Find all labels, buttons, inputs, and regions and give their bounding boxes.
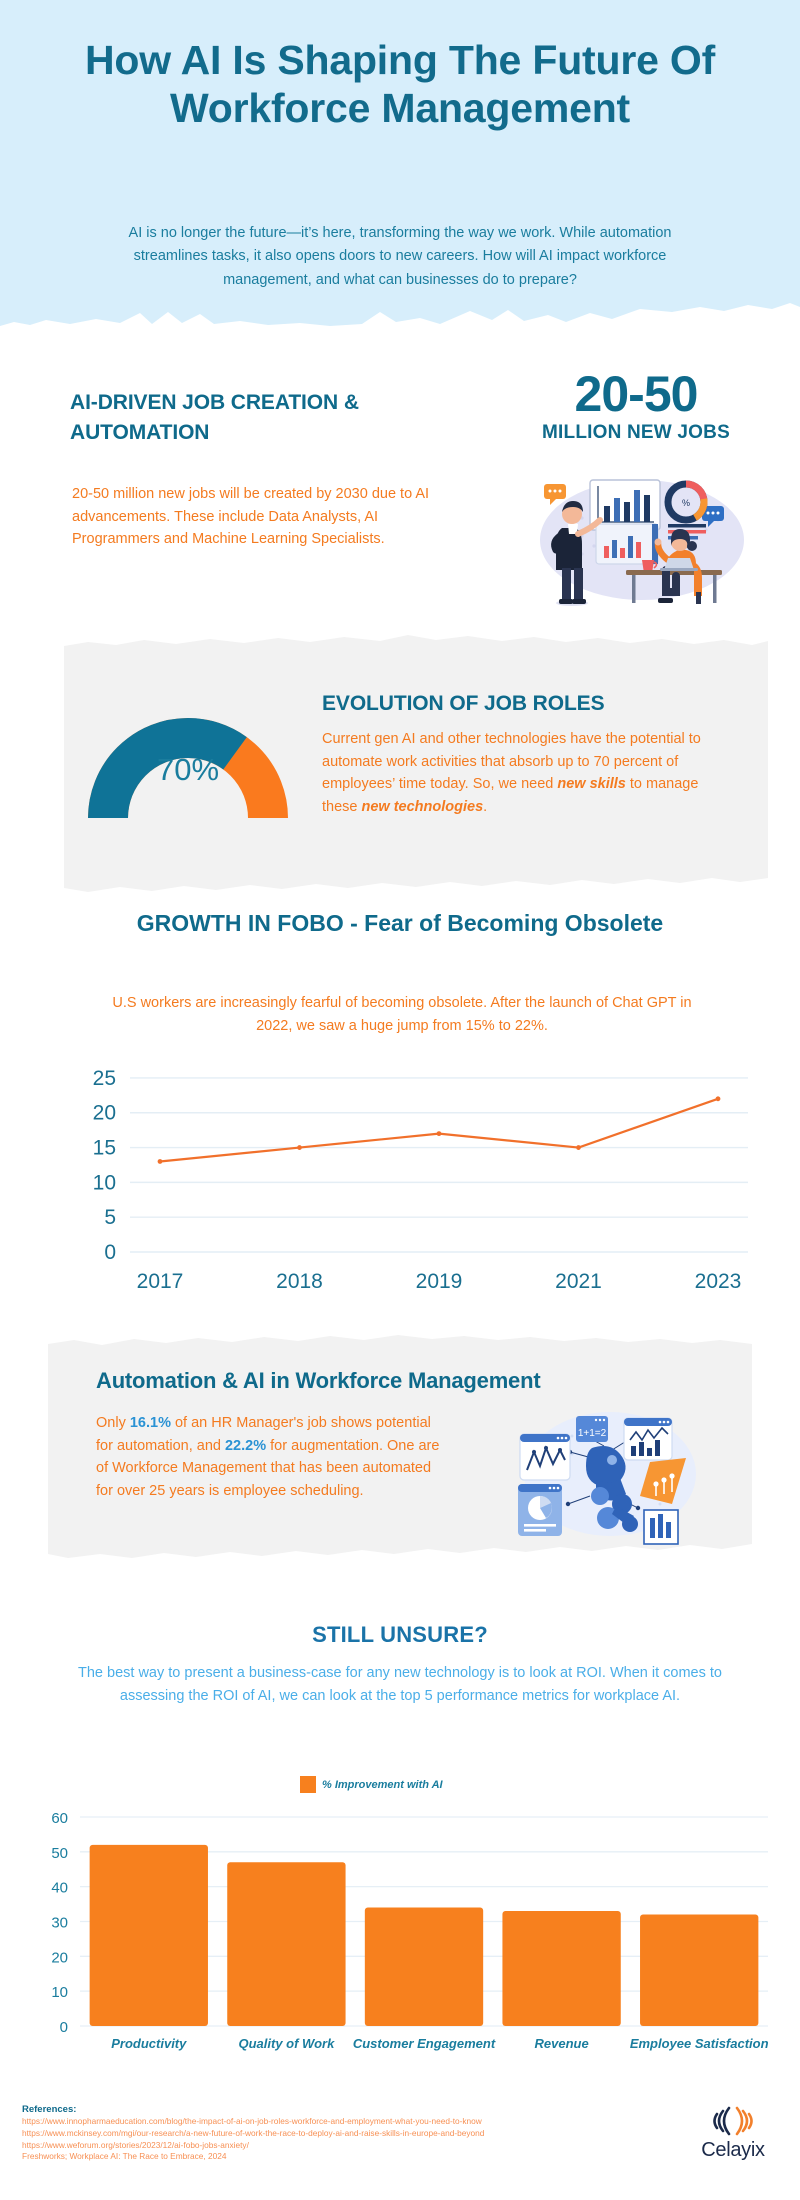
job-creation-body: 20-50 million new jobs will be created by 2030 due to AI advancements. These include Data Analysts, AI Programmers and Machine Learning Specialists.: [72, 486, 430, 548]
references-label: References:: [22, 2104, 77, 2115]
reference-link[interactable]: https://www.mckinsey.com/mgi/our-research/a-new-future-of-work-the-race-to-deploy-ai-and-raise-skills-in-europe-and-beyond: [22, 2127, 485, 2138]
line-chart-gridlines: [130, 1078, 748, 1252]
legend-label: % Improvement with AI: [322, 1778, 443, 1791]
line-chart-y-axis-ticks: [93, 1067, 116, 1264]
new-jobs-stat-value: 20-50: [574, 366, 698, 422]
references-block: [22, 2104, 622, 2163]
svg-text:Customer Engagement: Customer Engagement: [352, 2036, 496, 2051]
svg-text:15: 15: [92, 1136, 116, 1160]
page-subtitle: AI is no longer the future—it’s here, transforming the way we work. While automation streamlines tasks, it also opens doors to new careers. How will AI impact workforce management, and what can businesses do to prepare?: [128, 225, 672, 288]
fobo-line-chart: [48, 1052, 758, 1302]
svg-text:2019: 2019: [415, 1270, 463, 1293]
fobo-trend-line: [160, 1099, 718, 1162]
evolution-emphasis-new-skills: new skills: [557, 776, 626, 793]
brand-block: [678, 2104, 788, 2162]
svg-text:Revenue: Revenue: [534, 2036, 589, 2051]
new-jobs-stat-label: MILLION NEW JOBS: [542, 422, 730, 443]
svg-text:30: 30: [51, 1914, 68, 1932]
line-chart-x-axis-ticks: [137, 1270, 742, 1293]
svg-text:Employee Satisfaction: Employee Satisfaction: [629, 2036, 769, 2051]
bar-chart-x-axis-labels: [111, 2036, 768, 2051]
svg-text:20: 20: [51, 1949, 68, 1967]
fobo-heading: GROWTH IN FOBO - Fear of Becoming Obsolete: [136, 910, 664, 936]
svg-text:2021: 2021: [555, 1270, 602, 1293]
automation-body: [96, 1412, 451, 1502]
gauge-value-label: 70%: [156, 752, 220, 787]
evolution-heading: EVOLUTION OF JOB ROLES: [322, 692, 605, 715]
evolution-body-p1: Current gen AI and other technologies have the potential to automate work activities that absorb up to 70 percent of employees’ time today. So, we need: [322, 731, 701, 793]
roi-bar-chart: [8, 1796, 792, 2072]
legend-color-swatch: [300, 1776, 316, 1793]
svg-text:10: 10: [92, 1171, 116, 1195]
bar-chart-y-axis-ticks: [51, 1810, 68, 2036]
svg-text:Productivity: Productivity: [111, 2036, 187, 2051]
new-jobs-stat: [500, 368, 772, 444]
brand-name: Celayix: [701, 2139, 765, 2161]
automation-body-p1: Only: [96, 1415, 130, 1431]
job-creation-heading: AI-DRIVEN JOB CREATION & AUTOMATION: [70, 391, 359, 444]
svg-text:40: 40: [51, 1879, 68, 1897]
roi-heading: STILL UNSURE?: [312, 1622, 488, 1647]
svg-text:0: 0: [59, 2019, 68, 2036]
bar-chart-legend: [300, 1776, 443, 1793]
evolution-body: [322, 728, 722, 818]
automation-heading: Automation & AI in Workforce Management: [96, 1368, 541, 1393]
svg-text:2023: 2023: [694, 1270, 742, 1293]
business-people-presenting-charts-illustration: [510, 462, 770, 612]
robot-arm-dashboard-illustration: [500, 1400, 715, 1545]
roi-body: The best way to present a business-case for any new technology is to look at ROI. When it comes to assessing the ROI of AI, we can look at the top 5 performance metrics for workplace AI.: [78, 1665, 722, 1705]
automation-body-p2: of an HR Manager's job shows potential for automation, and: [96, 1415, 431, 1454]
svg-text:20: 20: [92, 1101, 116, 1125]
evolution-body-p2: to manage these: [322, 776, 699, 815]
svg-text:10: 10: [51, 1984, 68, 2002]
svg-text:25: 25: [92, 1066, 116, 1090]
reference-link[interactable]: https://www.weforum.org/stories/2023/12/ai-fobo-jobs-anxiety/: [22, 2139, 249, 2150]
evolution-body-p3: .: [483, 798, 488, 815]
celayix-signal-waves-logo: [707, 2104, 759, 2138]
automation-stat-16: 16.1%: [129, 1415, 171, 1431]
svg-text:2018: 2018: [276, 1270, 323, 1293]
svg-text:0: 0: [104, 1241, 116, 1264]
fobo-body: U.S workers are increasingly fearful of becoming obsolete. After the launch of Chat GPT in 2022, we saw a huge jump from 15% to 22%.: [112, 995, 692, 1034]
svg-text:5: 5: [104, 1206, 116, 1230]
svg-text:50: 50: [51, 1844, 68, 1862]
automation-stat-22: 22.2%: [224, 1437, 267, 1454]
svg-text:%: %: [681, 498, 691, 508]
svg-text:Quality of Work: Quality of Work: [238, 2036, 335, 2051]
evolution-emphasis-new-technologies: new technologies: [361, 798, 484, 815]
bar-chart-bars: [90, 1845, 759, 2026]
svg-text:1+1=2: 1+1=2: [577, 1428, 607, 1439]
hero-banner: [0, 0, 800, 338]
page-title: How AI Is Shaping The Future Of Workforce Management: [84, 37, 716, 132]
automation-body-p3: for augmentation. One are of Workforce Management that has been automated for over 25 years is employee scheduling.: [96, 1437, 440, 1499]
svg-text:60: 60: [51, 1809, 68, 1827]
reference-link[interactable]: https://www.innopharmaeducation.com/blog/the-impact-of-ai-on-job-roles-workforce-and-employment-what-you-need-to-know: [22, 2116, 482, 2126]
reference-source: Freshworks; Workplace AI: The Race to Embrace, 2024: [22, 2151, 227, 2162]
svg-text:2017: 2017: [136, 1270, 184, 1293]
